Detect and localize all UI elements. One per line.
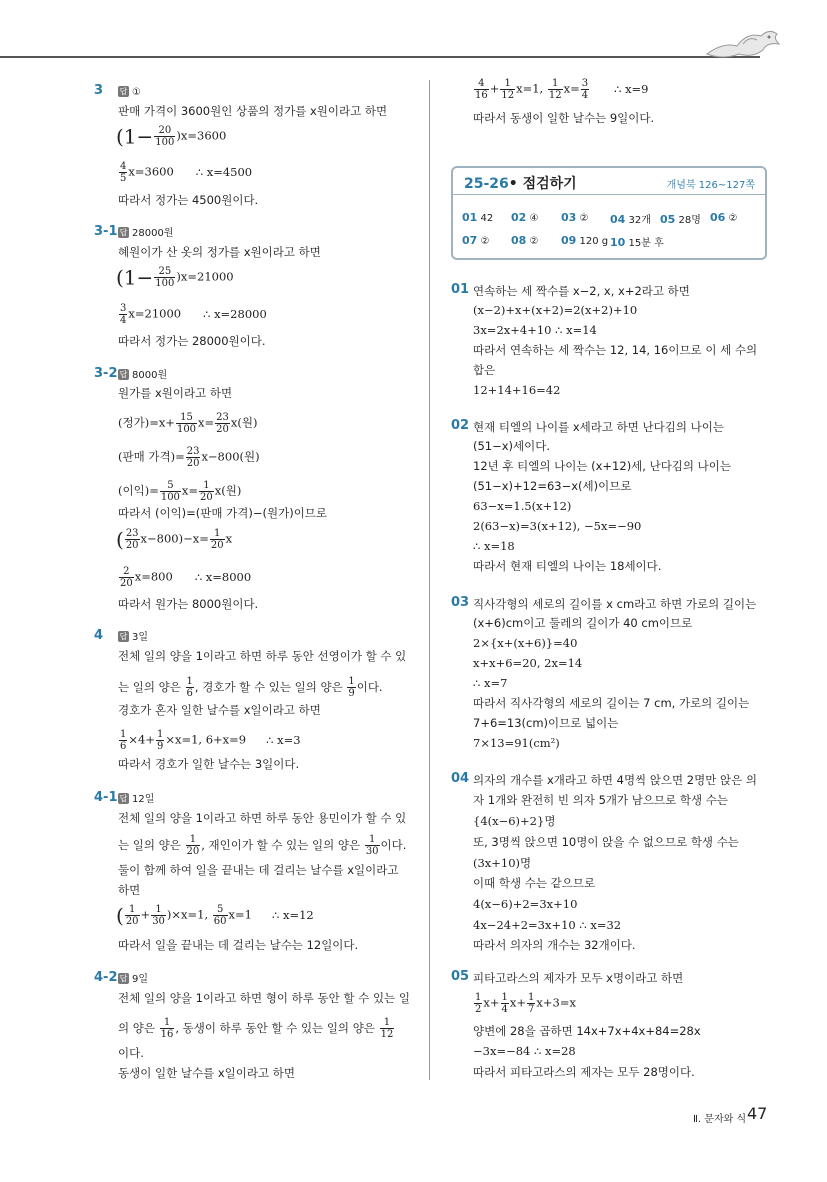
text-line: 따라서 피타고라스의 제자는 모두 28명이다.: [473, 1065, 695, 1079]
text-line: 따라서 현재 티엘의 나이는 18세이다.: [473, 559, 662, 573]
text-line: 따라서 동생이 일한 날수는 9일이다.: [473, 111, 655, 125]
answer-item: 07 ②: [462, 234, 490, 247]
equation: $\frac{1}{6}$ ×4+ $\frac{1}{9}$ ×x=1, 6+x=9 ∴ x=3: [120, 729, 301, 752]
text-line: 둘이 함께 하여 일을 끝내는 데 걸리는 날수를 x일이라고: [118, 863, 399, 877]
text-line: 전체 일의 양을 1이라고 하면 하루 동안 선영이가 할 수 있: [118, 649, 407, 663]
answer-item: 03 ②: [561, 211, 589, 224]
text-line: 자 1개와 완전히 빈 의자 5개가 남으므로 학생 수는: [473, 793, 728, 807]
text-line: 연속하는 세 짝수를 x−2, x, x+2라고 하면: [473, 284, 690, 298]
text-line: (51−x)+12=63−x(세)이므로: [473, 479, 632, 493]
equation: 2×{x+(x+6)}=40: [473, 636, 578, 650]
answer-item: 01 42: [462, 211, 494, 224]
question-number: 05: [451, 969, 470, 984]
text-line: 따라서 원가는 8000원이다.: [118, 597, 259, 611]
page-number: 47: [747, 1104, 768, 1123]
equation: 3x=2x+4+10 ∴ x=14: [473, 323, 597, 337]
review-box-title: 25-26• 점검하기: [464, 176, 577, 192]
question-number: 03: [451, 595, 470, 610]
equation: (3x+10)명: [473, 856, 532, 870]
equation: ( $\frac{1}{20}$ + $\frac{1}{30}$ )×x=1, $\frac{5}{60}$ x=1 ∴ x=12: [116, 903, 314, 928]
equation: (판매 가격)= $\frac{23}{20}$ x−800(원): [118, 446, 260, 469]
question-number: 01: [451, 282, 470, 297]
problem-number: 3: [94, 83, 104, 98]
equation: $\frac{3}{4}$ x=21000 ∴ x=28000: [120, 303, 267, 326]
text-line: 원가를 x원이라고 하면: [118, 386, 233, 400]
text-line: 따라서 일을 끝내는 데 걸리는 날수는 12일이다.: [118, 938, 359, 952]
problem-number: 3-2: [94, 366, 118, 381]
text-line: 따라서 (이익)=(판매 가격)−(원가)이므로: [118, 506, 328, 520]
text-line: 따라서 정가는 28000원이다.: [118, 334, 266, 348]
text-line: 따라서 연속하는 세 짝수는 12, 14, 16이므로 이 세 수의: [473, 343, 758, 357]
column-divider: [429, 80, 430, 1080]
problem-number: 4-2: [94, 970, 118, 985]
answer-mark-icon: 답: [119, 370, 128, 379]
text-line: 의자의 개수를 x개라고 하면 4명씩 앉으면 2명만 앉은 의: [473, 773, 757, 787]
text-line: 하면: [118, 883, 141, 897]
answer-item: 09 120 g: [561, 234, 609, 247]
review-box-header: [453, 168, 765, 195]
answer-mark-icon: 답: [119, 87, 128, 96]
text-line: 판매 가격이 3600원인 상품의 정가를 x원이라고 하면: [118, 104, 388, 118]
answer-mark-icon: 답: [119, 632, 128, 641]
equation: 7×13=91(cm²): [473, 736, 560, 750]
answer: 9일: [132, 974, 149, 985]
footer-section: Ⅱ. 문자와 식: [693, 1114, 747, 1125]
review-answer-box: [451, 166, 767, 260]
text-line: 합은: [473, 363, 496, 377]
equation: {4(x−6)+2}명: [473, 814, 556, 828]
answer: 3일: [132, 632, 149, 643]
answer-item: 04 32개: [610, 213, 651, 226]
text-line: 이때 학생 수는 같으므로: [473, 876, 596, 890]
equation: $\frac{4}{16}$ + $\frac{1}{12}$ x=1, $\frac{1}{12}$ x= $\frac{3}{4}$ ∴ x=9: [475, 78, 649, 101]
text-line: 또, 3명씩 앉으면 10명이 앉을 수 없으므로 학생 수는: [473, 835, 739, 849]
equation: $\frac{4}{5}$ x=3600 ∴ x=4500: [120, 161, 253, 184]
equation: x+x+6=20, 2x=14: [473, 656, 583, 670]
equation: (1− $\frac{20}{100}$ )x=3600: [116, 124, 227, 149]
answer-item: 02 ④: [511, 211, 539, 224]
equation: 4(x−6)+2=3x+10: [473, 897, 578, 911]
equation: 63−x=1.5(x+12): [473, 499, 572, 513]
text-line: 따라서 경호가 일한 날수는 3일이다.: [118, 757, 300, 771]
text-line: 이다.: [118, 1046, 144, 1060]
question-number: 04: [451, 771, 470, 786]
text-line: 현재 티엘의 나이를 x세라고 하면 난다김의 나이는: [473, 420, 724, 434]
text-line: 전체 일의 양을 1이라고 하면 하루 동안 용민이가 할 수 있: [118, 811, 407, 825]
answer-item: 10 15분 후: [610, 236, 664, 249]
text-line: 전체 일의 양을 1이라고 하면 형이 하루 동안 할 수 있는 일: [118, 991, 410, 1005]
text-line: 는 일의 양은 $\frac{1}{6}$ , 경호가 할 수 있는 일의 양은 $\frac{1}{9}$ 이다.: [118, 676, 383, 699]
answer-mark-icon: 답: [119, 794, 128, 803]
equation: (정가)=x+ $\frac{15}{100}$ x= $\frac{23}{20}$ x(원): [118, 412, 258, 435]
answer-item: 06 ②: [710, 211, 738, 224]
answer: 12일: [132, 794, 155, 805]
text-line: 경호가 혼자 일한 날수를 x일이라고 하면: [118, 703, 321, 717]
problem-number: 4: [94, 628, 104, 643]
text-line: (x+6)cm이고 둘레의 길이가 40 cm이므로: [473, 616, 693, 630]
equation: $\frac{2}{20}$ x=800 ∴ x=8000: [120, 566, 252, 589]
answer-item: 05 28명: [660, 213, 701, 226]
text-line: 양변에 28을 곱하면 14x+7x+4x+84=28x: [473, 1024, 701, 1038]
equation: (이익)= $\frac{5}{100}$ x= $\frac{1}{20}$ x(원): [118, 480, 242, 503]
text-line: 의 양은 $\frac{1}{16}$ , 동생이 하루 동안 할 수 있는 일의 양은 $\frac{1}{12}$: [118, 1017, 394, 1040]
equation: (x−2)+x+(x+2)=2(x+2)+10: [473, 303, 638, 317]
answer: 8000원: [132, 370, 168, 381]
equation: 4x−24+2=3x+10 ∴ x=32: [473, 918, 622, 932]
text-line: 직사각형의 세로의 길이를 x cm라고 하면 가로의 길이는: [473, 597, 757, 611]
equation: (1− $\frac{25}{100}$ )x=21000: [116, 265, 234, 290]
equation: 12+14+16=42: [473, 383, 561, 397]
answer-mark-icon: 답: [119, 974, 128, 983]
concept-book-reference: 개념북 126~127쪽: [666, 180, 755, 191]
equation: 2(63−x)=3(x+12), −5x=−90: [473, 519, 642, 533]
answer-mark-icon: 답: [119, 228, 128, 237]
equation: −3x=−84 ∴ x=28: [473, 1044, 576, 1058]
text-line: 는 일의 양은 $\frac{1}{20}$ , 재인이가 할 수 있는 일의 양은 $\frac{1}{30}$ 이다.: [118, 834, 407, 857]
text-line: 혜원이가 산 옷의 정가를 x원이라고 하면: [118, 245, 321, 259]
text-line: 피타고라스의 제자가 모두 x명이라고 하면: [473, 971, 684, 985]
text-line: 따라서 의자의 개수는 32개이다.: [473, 938, 636, 952]
text-line: 7+6=13(cm)이므로 넓이는: [473, 716, 619, 730]
text-line: 따라서 정가는 4500원이다.: [118, 193, 259, 207]
equation: ∴ x=18: [473, 539, 515, 553]
equation: ( $\frac{23}{20}$ x−800)−x= $\frac{1}{20}$ x: [116, 527, 233, 552]
problem-number: 4-1: [94, 790, 118, 805]
header-rule: [0, 56, 760, 58]
dragon-logo-icon: [703, 24, 783, 64]
problem-number: 3-1: [94, 224, 118, 239]
text-line: (51−x)세이다.: [473, 439, 551, 453]
answer: 28000원: [132, 228, 174, 239]
text-line: 동생이 일한 날수를 x일이라고 하면: [118, 1066, 295, 1080]
equation: $\frac{1}{2}$ x+ $\frac{1}{4}$ x+ $\frac{1}{7}$ x+3=x: [475, 992, 576, 1015]
text-line: 따라서 직사각형의 세로의 길이는 7 cm, 가로의 길이는: [473, 696, 750, 710]
question-number: 02: [451, 418, 470, 433]
text-line: 12년 후 티엘의 나이는 (x+12)세, 난다김의 나이는: [473, 459, 732, 473]
answer: ①: [132, 87, 141, 98]
answer-item: 08 ②: [511, 234, 539, 247]
equation: ∴ x=7: [473, 676, 508, 690]
